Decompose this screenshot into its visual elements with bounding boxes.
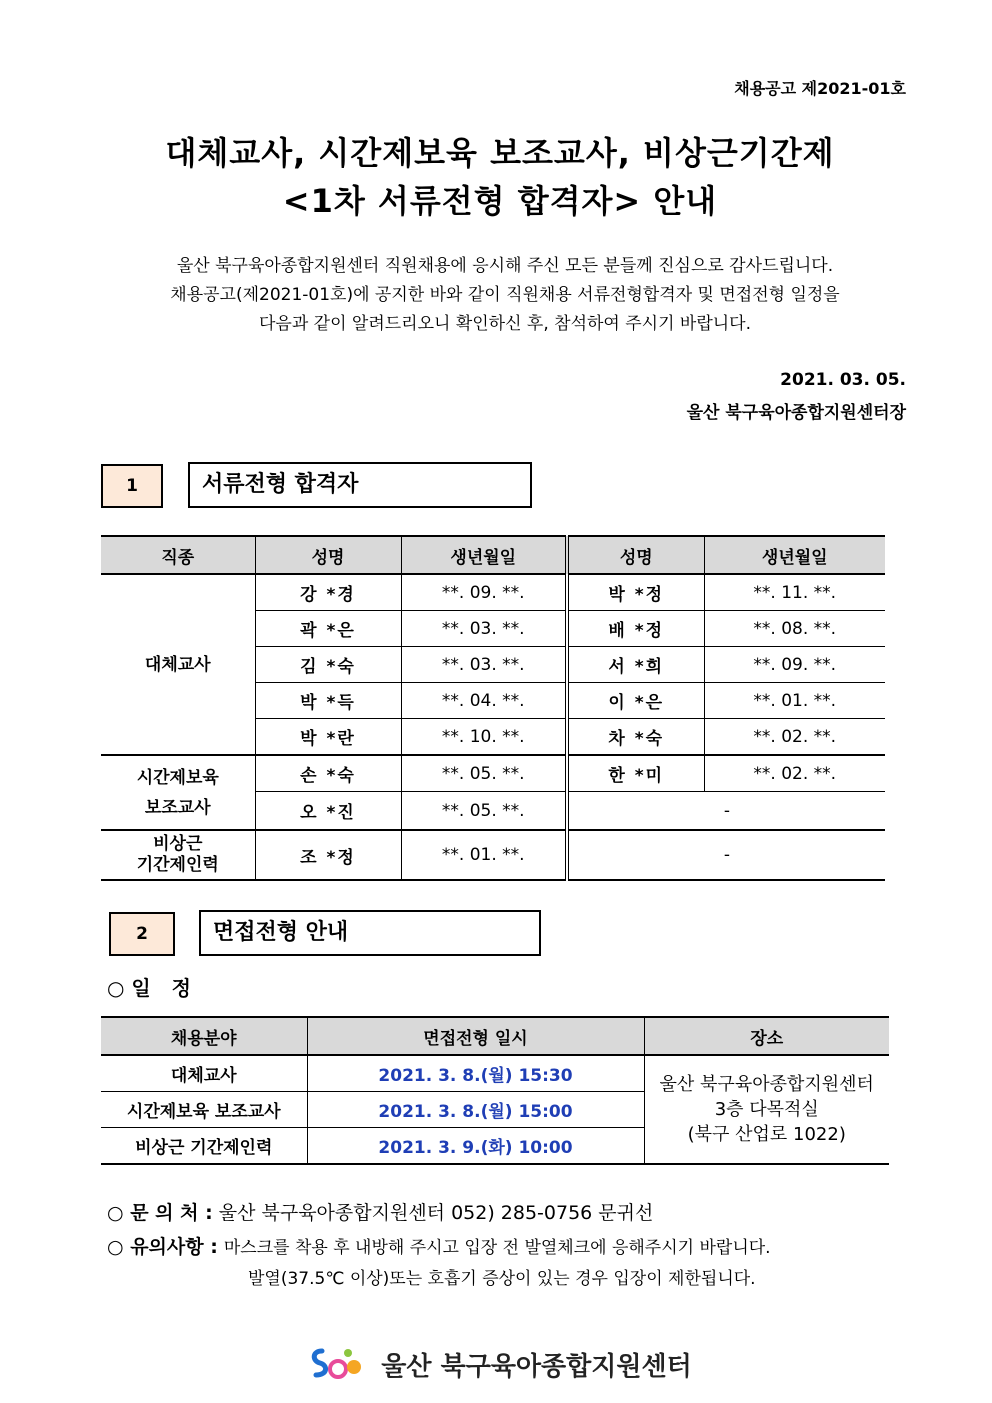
group-parttime-line1: 시간제보육 xyxy=(136,767,219,788)
header-job: 직종 xyxy=(101,536,255,574)
group-parttime xyxy=(101,755,255,830)
header-name: 성명 xyxy=(567,536,704,574)
header-name: 성명 xyxy=(255,536,401,574)
header-dob: 생년월일 xyxy=(401,536,567,574)
applicant-name: 김 *숙 xyxy=(255,647,401,683)
applicant-dob: **. 03. **. xyxy=(401,647,567,683)
applicant-dob: **. 08. **. xyxy=(704,611,885,647)
notice-number: 채용공고 제2021-01호 xyxy=(734,79,906,98)
interview-schedule-table xyxy=(101,1016,889,1165)
group-substitute: 대체교사 xyxy=(101,574,255,755)
passers-table xyxy=(101,535,885,881)
section2-number: 2 xyxy=(109,912,175,956)
notes-line xyxy=(107,1232,771,1259)
applicant-dob: **. 04. **. xyxy=(401,683,567,719)
applicant-dob: **. 10. **. xyxy=(401,719,567,756)
header-dob: 생년월일 xyxy=(704,536,885,574)
group-parttime-line2: 보조교사 xyxy=(144,797,211,818)
inquiry-line xyxy=(107,1198,653,1225)
applicant-name: 강 *경 xyxy=(255,574,401,611)
table-header-row xyxy=(101,1017,889,1055)
footer xyxy=(0,1345,992,1390)
applicant-dob: **. 01. **. xyxy=(704,683,885,719)
applicant-dob: **. 05. **. xyxy=(401,755,567,792)
interview-datetime: 2021. 3. 8.(월) 15:00 xyxy=(307,1092,644,1128)
venue-line: 3층 다목적실 xyxy=(714,1099,819,1120)
applicant-name: 박 *정 xyxy=(567,574,704,611)
applicant-name: 차 *숙 xyxy=(567,719,704,756)
notes-text-1: 마스크를 착용 후 내방해 주시고 입장 전 발열체크에 응해주시기 바랍니다. xyxy=(223,1238,771,1258)
schedule-heading: ○ 일 정 xyxy=(107,976,191,1000)
applicant-name: 곽 *은 xyxy=(255,611,401,647)
applicant-dob: **. 11. **. xyxy=(704,574,885,611)
group-nonregular-line1: 비상근 xyxy=(153,834,203,854)
header-datetime: 면접전형 일시 xyxy=(307,1017,644,1055)
notes-label: ○ 유의사항 : xyxy=(107,1236,218,1258)
applicant-name: 조 *정 xyxy=(255,830,401,880)
applicant-dob: **. 02. **. xyxy=(704,719,885,756)
table-row xyxy=(101,755,885,792)
table-row xyxy=(101,1055,889,1092)
group-nonregular xyxy=(101,830,255,880)
applicant-name: 오 *진 xyxy=(255,792,401,831)
applicant-name: 배 *정 xyxy=(567,611,704,647)
empty-cell: - xyxy=(567,792,885,831)
group-nonregular-line2: 기간제인력 xyxy=(136,855,219,875)
recruit-field: 대체교사 xyxy=(101,1055,307,1092)
applicant-dob: **. 05. **. xyxy=(401,792,567,831)
intro-line: 채용공고(제2021-01호)에 공지한 바와 같이 직원채용 서류전형합격자 및 면접전형 일정을 xyxy=(170,285,840,305)
recruit-field: 시간제보육 보조교사 xyxy=(101,1092,307,1128)
applicant-name: 한 *미 xyxy=(567,755,704,792)
footer-org-name: 울산 북구육아종합지원센터 xyxy=(381,1352,692,1382)
applicant-dob: **. 09. **. xyxy=(401,574,567,611)
venue-line: 울산 북구육아종합지원센터 xyxy=(659,1074,874,1095)
section1-number: 1 xyxy=(101,464,163,508)
section2-title: 면접전형 안내 xyxy=(199,910,541,956)
header-venue: 장소 xyxy=(644,1017,889,1055)
interview-datetime: 2021. 3. 9.(화) 10:00 xyxy=(307,1128,644,1165)
org-logo xyxy=(308,1345,364,1390)
recruit-field: 비상근 기간제인력 xyxy=(101,1128,307,1165)
applicant-name: 서 *희 xyxy=(567,647,704,683)
table-row xyxy=(101,574,885,611)
applicant-dob: **. 02. **. xyxy=(704,755,885,792)
applicant-dob: **. 03. **. xyxy=(401,611,567,647)
venue-line: (북구 산업로 1022) xyxy=(687,1124,846,1145)
notice-date: 2021. 03. 05. xyxy=(780,370,906,390)
inquiry-label: ○ 문 의 처 : xyxy=(107,1202,213,1224)
applicant-dob: **. 01. **. xyxy=(401,830,567,880)
page-title-line1: 대체교사, 시간제보육 보조교사, 비상근기간제 xyxy=(165,134,835,172)
intro-paragraph xyxy=(0,252,992,339)
empty-cell: - xyxy=(567,830,885,880)
intro-line: 다음과 같이 알려드리오니 확인하신 후, 참석하여 주시기 바랍니다. xyxy=(258,314,752,334)
applicant-dob: **. 09. **. xyxy=(704,647,885,683)
applicant-name: 박 *란 xyxy=(255,719,401,756)
intro-line: 울산 북구육아종합지원센터 직원채용에 응시해 주신 모든 분들께 진심으로 감사드립니다. xyxy=(176,256,834,276)
interview-venue xyxy=(644,1055,889,1164)
interview-datetime: 2021. 3. 8.(월) 15:30 xyxy=(307,1055,644,1092)
applicant-name: 박 *득 xyxy=(255,683,401,719)
applicant-name: 손 *숙 xyxy=(255,755,401,792)
signer: 울산 북구육아종합지원센터장 xyxy=(686,403,906,423)
table-header-row xyxy=(101,536,885,574)
table-row xyxy=(101,830,885,880)
notes-text-2: 발열(37.5℃ 이상)또는 호흡기 증상이 있는 경우 입장이 제한됩니다. xyxy=(248,1269,756,1289)
inquiry-text: 울산 북구육아종합지원센터 052) 285-0756 문귀선 xyxy=(218,1202,654,1224)
header-field: 채용분야 xyxy=(101,1017,307,1055)
section1-title: 서류전형 합격자 xyxy=(188,462,532,508)
page-title-line2: <1차 서류전형 합격자> 안내 xyxy=(282,182,718,220)
applicant-name: 이 *은 xyxy=(567,683,704,719)
